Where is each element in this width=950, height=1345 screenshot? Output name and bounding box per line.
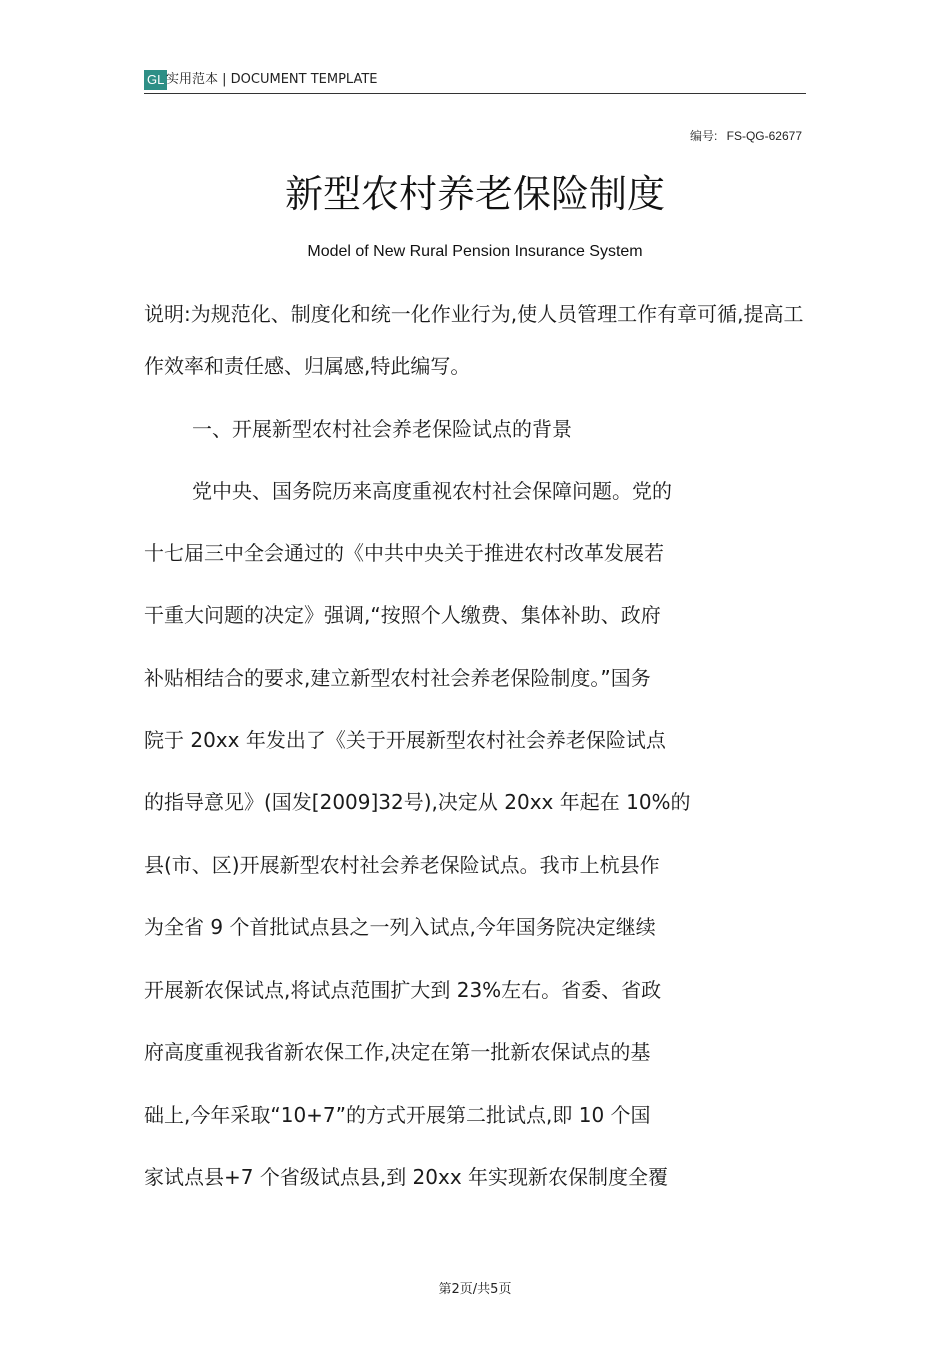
body-line: 为全省 9 个首批试点县之一列入试点,今年国务院决定继续 [144,915,656,939]
body-line: 县(市、区)开展新型农村社会养老保险试点。我市上杭县作 [144,853,660,877]
page-header [144,66,806,94]
document-subtitle: Model of New Rural Pension Insurance System [307,243,643,260]
header-label: 实用范本 | DOCUMENT TEMPLATE [166,72,378,87]
body-line: 础上,今年采取“10+7”的方式开展第二批试点,即 10 个国 [144,1103,651,1127]
section-heading: 一、开展新型农村社会养老保险试点的背景 [192,417,572,441]
body-line: 府高度重视我省新农保工作,决定在第一批新农保试点的基 [144,1040,651,1064]
body-line: 家试点县+7 个省级试点县,到 20xx 年实现新农保制度全覆 [144,1165,669,1189]
intro-paragraph: 说明:为规范化、制度化和统一化作业行为,使人员管理工作有章可循,提高工作效率和责任感、归属感,特此编写。 [144,302,804,378]
body-line: 干重大问题的决定》强调,“按照个人缴费、集体补助、政府 [144,603,661,627]
gl-logo: GL [144,70,167,90]
document-title: 新型农村养老保险制度 [284,172,665,216]
body-line: 开展新农保试点,将试点范围扩大到 23%左右。省委、省政 [144,978,662,1002]
document-number-label: 编号: [689,129,718,143]
page-number: 第2页/共5页 [438,1282,512,1297]
body-line: 院于 20xx 年发出了《关于开展新型农村社会养老保险试点 [144,728,666,752]
document-number-value: FS-QG-62677 [726,129,802,143]
body-line: 的指导意见》(国发[2009]32号),决定从 20xx 年起在 10%的 [144,790,691,814]
body-line: 补贴相结合的要求,建立新型农村社会养老保险制度。”国务 [144,666,651,690]
document-number [684,127,802,144]
body-line: 十七届三中全会通过的《中共中央关于推进农村改革发展若 [144,541,664,565]
body-line: 党中央、国务院历来高度重视农村社会保障问题。党的 [192,479,672,503]
